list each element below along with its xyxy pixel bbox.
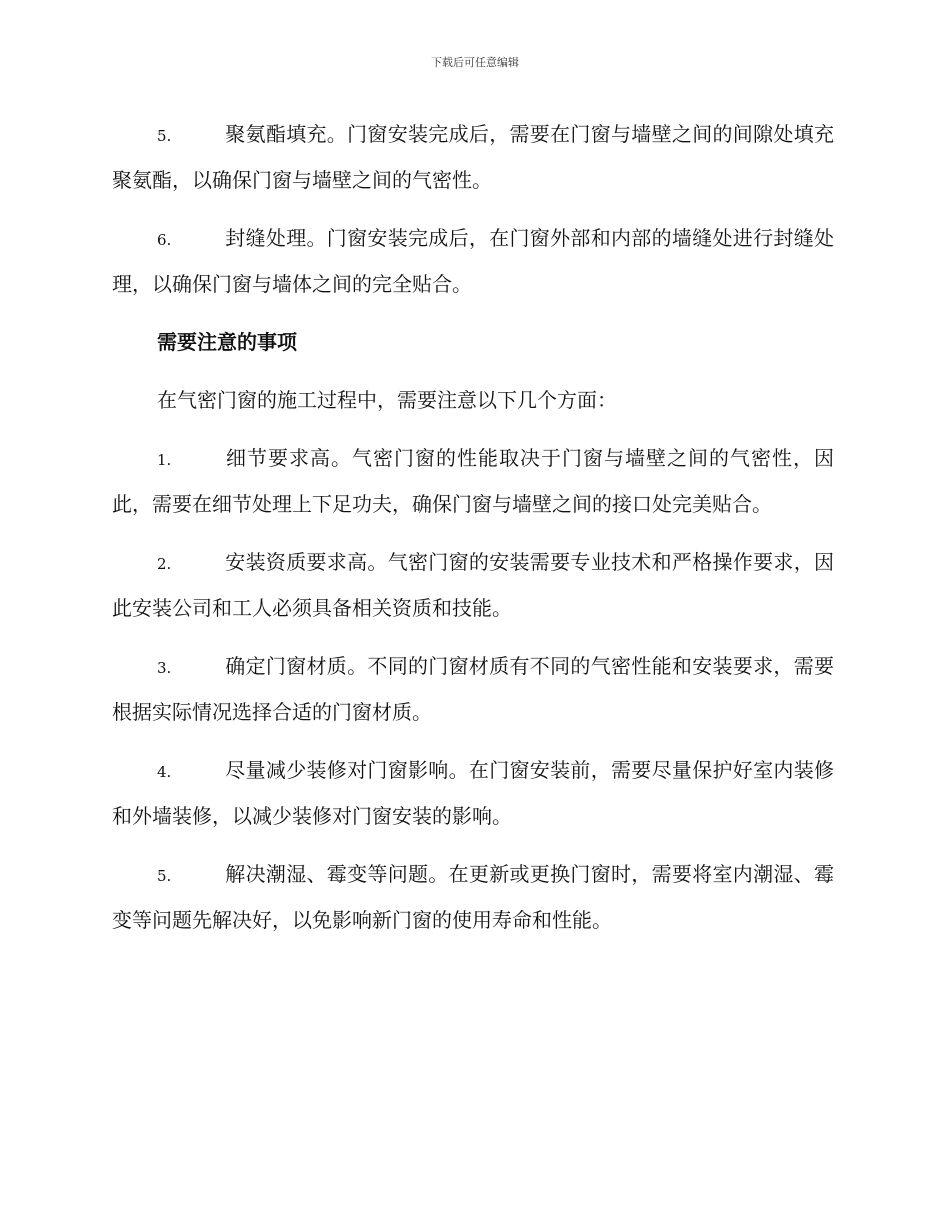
list-item-number: 1. — [157, 451, 172, 469]
list-item-text: 确定门窗材质。不同的门窗材质有不同的气密性能和安装要求，需要根据实际情况选择合适的门窗材质。 — [112, 654, 834, 724]
list-item — [112, 748, 834, 838]
document-body — [112, 112, 834, 956]
list-item — [112, 644, 834, 734]
section-intro: 在气密门窗的施工过程中，需要注意以下几个方面： — [157, 388, 617, 412]
list-item — [112, 540, 834, 630]
page-header: 下载后可任意编辑 — [431, 56, 519, 69]
list-item — [112, 112, 834, 202]
list-item-text: 封缝处理。门窗安装完成后，在门窗外部和内部的墙缝处进行封缝处理，以确保门窗与墙体之间的完全贴合。 — [112, 226, 834, 296]
list-item-number: 6. — [157, 231, 172, 249]
list-item-number: 3. — [157, 659, 172, 677]
list-item-text: 尽量减少装修对门窗影响。在门窗安装前，需要尽量保护好室内装修和外墙装修，以减少装修对门窗安装的影响。 — [112, 758, 834, 828]
list-item — [112, 436, 834, 526]
section-heading: 需要注意的事项 — [157, 330, 297, 354]
list-item-text: 聚氨酯填充。门窗安装完成后，需要在门窗与墙壁之间的间隙处填充聚氨酯，以确保门窗与墙壁之间的气密性。 — [112, 122, 834, 192]
list-item-text: 解决潮湿、霉变等问题。在更新或更换门窗时，需要将室内潮湿、霉变等问题先解决好，以免影响新门窗的使用寿命和性能。 — [112, 862, 834, 932]
list-item — [112, 852, 834, 942]
list-item-number: 4. — [157, 763, 172, 781]
list-item-text: 细节要求高。气密门窗的性能取决于门窗与墙壁之间的气密性，因此，需要在细节处理上下足功夫，确保门窗与墙壁之间的接口处完美贴合。 — [112, 446, 834, 516]
list-item-number: 5. — [157, 867, 172, 885]
list-item — [112, 216, 834, 306]
list-item-text: 安装资质要求高。气密门窗的安装需要专业技术和严格操作要求，因此安装公司和工人必须具备相关资质和技能。 — [112, 550, 834, 620]
list-item-number: 2. — [157, 555, 172, 573]
list-item-number: 5. — [157, 127, 172, 145]
